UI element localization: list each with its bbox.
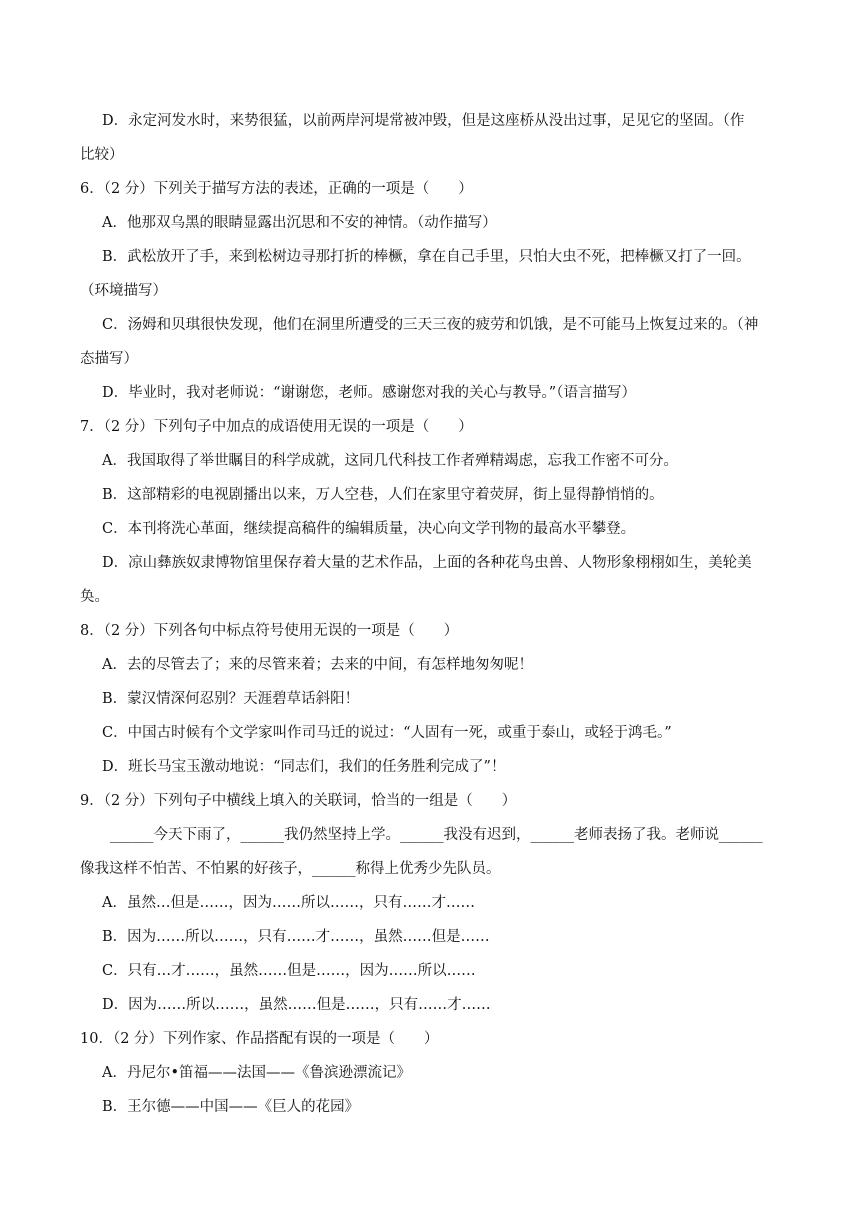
q10-option-b: B．王尔德——中国——《巨人的花园》 xyxy=(102,1099,360,1115)
q8-stem: 8．（2 分）下列各句中标点符号使用无误的一项是（ ） xyxy=(80,623,459,639)
question-content xyxy=(80,104,782,1124)
q6-option-b-line1: B．武松放开了手，来到松树边寻那打折的棒橛，拿在自己手里，只怕大虫不死，把棒橛又打了一回。 xyxy=(102,249,751,265)
q7-option-c: C．本刊将洗心革面，继续提高稿件的编辑质量，决心向文学刊物的最高水平攀登。 xyxy=(102,521,636,537)
q6-option-b-line2: （环境描写） xyxy=(80,283,167,299)
q7-option-d-line2: 奂。 xyxy=(80,589,109,605)
q7-option-a: A．我国取得了举世瞩目的科学成就，这同几代科技工作者殚精竭虑，忘我工作密不可分。 xyxy=(102,453,678,469)
q6-option-c-line1: C．汤姆和贝琪很快发现，他们在洞里所遭受的三天三夜的疲劳和饥饿，是不可能马上恢复过来的。（神 xyxy=(102,317,759,333)
q8-option-c: C．中国古时候有个文学家叫作司马迁的说过：“人固有一死，或重于泰山，或轻于鸿毛。” xyxy=(102,725,672,741)
q6-option-d: D．毕业时，我对老师说：“谢谢您，老师。感谢您对我的关心与教导。”（语言描写） xyxy=(102,385,636,401)
q9-passage-line2: 像我这样不怕苦、不怕累的好孩子，______称得上优秀少先队员。 xyxy=(80,861,501,877)
q10-stem: 10．（2 分）下列作家、作品搭配有误的一项是（ ） xyxy=(80,1031,439,1047)
q5-option-d-line2: 比较） xyxy=(80,147,124,163)
q7-option-b: B．这部精彩的电视剧播出以来，万人空巷，人们在家里守着荧屏，街上显得静悄悄的。 xyxy=(102,487,664,503)
q8-option-b: B．蒙汉情深何忍别？天涯碧草话斜阳！ xyxy=(102,691,360,707)
q5-option-d-line1: D．永定河发水时，来势很猛，以前两岸河堤常被冲毁，但是这座桥从没出过事，足见它的坚固。（作 xyxy=(102,113,745,129)
q6-stem: 6．（2 分）下列关于描写方法的表述，正确的一项是（ ） xyxy=(80,181,473,197)
q7-stem: 7．（2 分）下列句子中加点的成语使用无误的一项是（ ） xyxy=(80,419,473,435)
q9-stem: 9．（2 分）下列句子中横线上填入的关联词，恰当的一组是（ ） xyxy=(80,793,517,809)
q9-passage-line1: ______今天下雨了，______我仍然坚持上学。______我没有迟到，______老师表扬了我。老师说______ xyxy=(110,827,763,843)
q9-option-c: C．只有…才……，虽然……但是……，因为……所以…… xyxy=(102,963,476,979)
q8-option-d: D．班长马宝玉激动地说：“同志们，我们的任务胜利完成了”！ xyxy=(102,759,506,775)
q9-option-d: D．因为……所以……，虽然……但是……，只有……才…… xyxy=(102,997,491,1013)
q6-option-c-line2: 态描写） xyxy=(80,351,138,367)
q6-option-a: A．他那双乌黑的眼睛显露出沉思和不安的神情。（动作描写） xyxy=(102,215,497,231)
q8-option-a: A．去的尽管去了；来的尽管来着；去来的中间，有怎样地匆匆呢！ xyxy=(102,657,533,673)
q10-option-a: A．丹尼尔•笛福——法国——《鲁滨逊漂流记》 xyxy=(102,1065,412,1081)
q9-option-a: A．虽然…但是……，因为……所以……，只有……才…… xyxy=(102,895,475,911)
q7-option-d-line1: D．凉山彝族奴隶博物馆里保存着大量的艺术作品，上面的各种花鸟虫兽、人物形象栩栩如生，美轮美 xyxy=(102,555,752,571)
q9-option-b: B．因为……所以……，只有……才……，虽然……但是…… xyxy=(102,929,490,945)
